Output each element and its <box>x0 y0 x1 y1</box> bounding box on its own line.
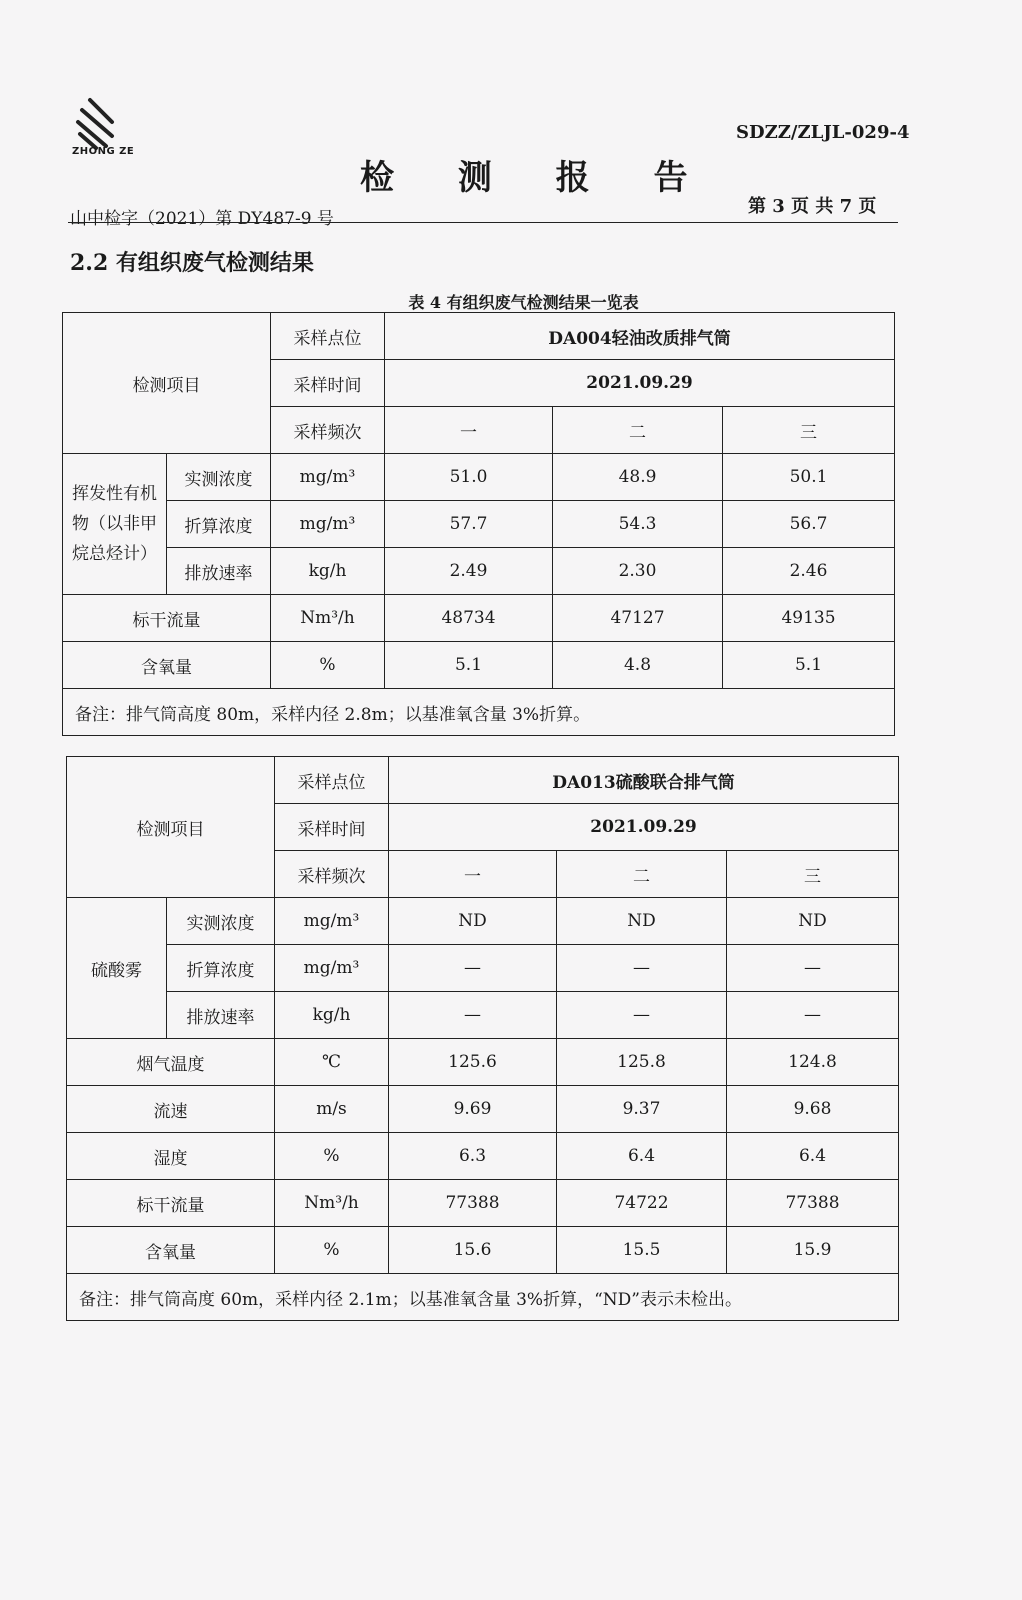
param-label: 流速 <box>67 1086 275 1133</box>
value: 125.6 <box>389 1039 557 1086</box>
page-number: 第 3 页 共 7 页 <box>748 196 877 217</box>
freq-2: 二 <box>553 407 723 454</box>
table-caption: 表 4 有组织废气检测结果一览表 <box>408 293 639 312</box>
document-code: SDZZ/ZLJL-029-4 <box>736 122 910 143</box>
unit: % <box>275 1133 389 1180</box>
unit: kg/h <box>275 992 389 1039</box>
freq-1: 一 <box>389 851 557 898</box>
table-row <box>63 454 895 501</box>
unit: mg/m³ <box>271 501 385 548</box>
value: 9.69 <box>389 1086 557 1133</box>
sampling-point: DA013硫酸联合排气筒 <box>389 757 899 804</box>
value: 15.5 <box>557 1227 727 1274</box>
param-label: 标干流量 <box>67 1180 275 1227</box>
sampling-point: DA004轻油改质排气筒 <box>385 313 895 360</box>
param-label: 烟气温度 <box>67 1039 275 1086</box>
param-label: 含氧量 <box>67 1227 275 1274</box>
value: 15.9 <box>727 1227 899 1274</box>
value: 9.68 <box>727 1086 899 1133</box>
item-header: 检测项目 <box>67 757 275 898</box>
value: — <box>727 945 899 992</box>
freq-label: 采样频次 <box>271 407 385 454</box>
unit: mg/m³ <box>271 454 385 501</box>
value: 56.7 <box>723 501 895 548</box>
value: — <box>389 945 557 992</box>
param-label: 排放速率 <box>167 992 275 1039</box>
value: ND <box>557 898 727 945</box>
value: 15.6 <box>389 1227 557 1274</box>
value: 51.0 <box>385 454 553 501</box>
results-table-da004 <box>62 312 895 736</box>
value: — <box>389 992 557 1039</box>
param-label: 湿度 <box>67 1133 275 1180</box>
time-label: 采样时间 <box>271 360 385 407</box>
unit: m/s <box>275 1086 389 1133</box>
param-label: 折算浓度 <box>167 501 271 548</box>
freq-3: 三 <box>723 407 895 454</box>
table-row <box>67 898 899 945</box>
value: 2.46 <box>723 548 895 595</box>
value: 2.49 <box>385 548 553 595</box>
report-number: 山中检字（2021）第 DY487-9 号 <box>70 209 334 229</box>
table-row <box>63 595 895 642</box>
param-label: 实测浓度 <box>167 898 275 945</box>
pollutant-name: 挥发性有机物（以非甲烷总烃计） <box>63 454 167 595</box>
sampling-time: 2021.09.29 <box>389 804 899 851</box>
value: ND <box>727 898 899 945</box>
freq-1: 一 <box>385 407 553 454</box>
table-note: 备注：排气筒高度 60m，采样内径 2.1m；以基准氧含量 3%折算，“ND”表示未检出。 <box>67 1274 899 1321</box>
table-row <box>67 1086 899 1133</box>
value: 6.4 <box>557 1133 727 1180</box>
param-label: 排放速率 <box>167 548 271 595</box>
freq-2: 二 <box>557 851 727 898</box>
value: — <box>727 992 899 1039</box>
unit: % <box>271 642 385 689</box>
sampling-time: 2021.09.29 <box>385 360 895 407</box>
table-row <box>67 1039 899 1086</box>
param-label: 实测浓度 <box>167 454 271 501</box>
item-header: 检测项目 <box>63 313 271 454</box>
value: 49135 <box>723 595 895 642</box>
value: 125.8 <box>557 1039 727 1086</box>
value: — <box>557 992 727 1039</box>
freq-label: 采样频次 <box>275 851 389 898</box>
unit: ℃ <box>275 1039 389 1086</box>
value: 74722 <box>557 1180 727 1227</box>
table-row <box>67 992 899 1039</box>
table-note: 备注：排气筒高度 80m，采样内径 2.8m；以基准氧含量 3%折算。 <box>63 689 895 736</box>
unit: mg/m³ <box>275 945 389 992</box>
header-divider <box>68 222 898 223</box>
page-title: 检 测 报 告 <box>360 158 714 198</box>
table-row <box>67 945 899 992</box>
value: ND <box>389 898 557 945</box>
results-table-da013 <box>66 756 899 1321</box>
logo-text: ZHONG ZE <box>72 146 135 157</box>
value: 2.30 <box>553 548 723 595</box>
pollutant-name: 硫酸雾 <box>67 898 167 1039</box>
value: 6.3 <box>389 1133 557 1180</box>
param-label: 折算浓度 <box>167 945 275 992</box>
time-label: 采样时间 <box>275 804 389 851</box>
value: 124.8 <box>727 1039 899 1086</box>
value: 50.1 <box>723 454 895 501</box>
table-row <box>67 1133 899 1180</box>
param-label: 含氧量 <box>63 642 271 689</box>
table-row <box>63 642 895 689</box>
freq-3: 三 <box>727 851 899 898</box>
value: 6.4 <box>727 1133 899 1180</box>
value: 48734 <box>385 595 553 642</box>
section-title: 2.2 有组织废气检测结果 <box>70 250 314 276</box>
unit: Nm³/h <box>275 1180 389 1227</box>
point-label: 采样点位 <box>275 757 389 804</box>
value: 54.3 <box>553 501 723 548</box>
value: 5.1 <box>385 642 553 689</box>
value: 47127 <box>553 595 723 642</box>
unit: kg/h <box>271 548 385 595</box>
value: — <box>557 945 727 992</box>
value: 77388 <box>727 1180 899 1227</box>
unit: % <box>275 1227 389 1274</box>
value: 5.1 <box>723 642 895 689</box>
param-label: 标干流量 <box>63 595 271 642</box>
table-row <box>63 548 895 595</box>
value: 9.37 <box>557 1086 727 1133</box>
unit: Nm³/h <box>271 595 385 642</box>
table-row <box>67 1227 899 1274</box>
value: 57.7 <box>385 501 553 548</box>
table-row <box>63 501 895 548</box>
point-label: 采样点位 <box>271 313 385 360</box>
table-row <box>67 1180 899 1227</box>
unit: mg/m³ <box>275 898 389 945</box>
value: 4.8 <box>553 642 723 689</box>
value: 77388 <box>389 1180 557 1227</box>
value: 48.9 <box>553 454 723 501</box>
